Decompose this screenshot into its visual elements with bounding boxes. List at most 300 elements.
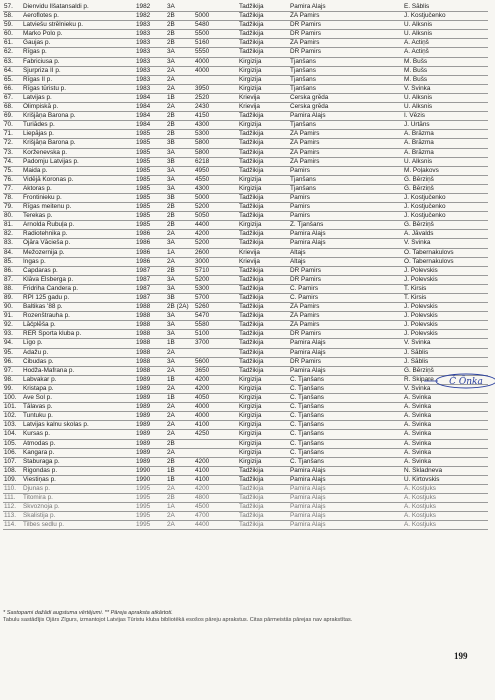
range-cell: Pamira Alajs xyxy=(289,484,346,493)
row-number-cell: 95. xyxy=(3,348,22,357)
row-number-cell: 62. xyxy=(3,48,22,57)
altitude-cell: 4200 xyxy=(194,375,238,384)
range-cell: Tjanšans xyxy=(289,84,346,93)
table-row xyxy=(3,303,488,312)
country-cell: Tadžikija xyxy=(238,484,289,493)
altitude-cell: 5200 xyxy=(194,203,238,212)
pass-name-cell: Radiotehnika p. xyxy=(22,230,135,239)
category-cell: 3A xyxy=(166,48,194,57)
pass-name-cell: Rozenštrauha p. xyxy=(22,312,135,321)
altitude-cell: 3700 xyxy=(194,339,238,348)
pass-name-cell: Līgo p. xyxy=(22,339,135,348)
altitude-cell: 4400 xyxy=(194,221,238,230)
altitude-cell xyxy=(194,3,238,12)
country-cell: Tadžikija xyxy=(238,239,289,248)
leader-cell: J. Polevskis xyxy=(403,321,488,330)
pass-name-cell: Frontinieku p. xyxy=(22,193,135,202)
altitude-cell xyxy=(194,75,238,84)
row-number-cell: 76. xyxy=(3,175,22,184)
row-number-cell: 112. xyxy=(3,503,22,512)
year-cell: 1989 xyxy=(135,403,166,412)
table-row xyxy=(3,521,488,530)
range-cell: ZA Pamirs xyxy=(289,139,346,148)
range-cell: Tjanšans xyxy=(289,57,346,66)
year-cell: 1985 xyxy=(135,212,166,221)
category-cell: 2A xyxy=(166,512,194,521)
row-number-cell: 68. xyxy=(3,103,22,112)
altitude-cell: 5200 xyxy=(194,239,238,248)
range-cell: C. Pamirs xyxy=(289,284,346,293)
leader-cell: N. Skladneva xyxy=(403,466,488,475)
leader-cell: G. Bērziņš xyxy=(403,184,488,193)
row-number-cell: 71. xyxy=(3,130,22,139)
altitude-cell: 5300 xyxy=(194,284,238,293)
altitude-cell: 4200 xyxy=(194,484,238,493)
altitude-cell: 5700 xyxy=(194,294,238,303)
table-row xyxy=(3,457,488,466)
country-cell: Kirgizija xyxy=(238,448,289,457)
pass-name-cell: Latviešu strēlnieku p. xyxy=(22,21,135,30)
table-row xyxy=(3,239,488,248)
pass-name-cell: Ādažu p. xyxy=(22,348,135,357)
altitude-cell: 5200 xyxy=(194,275,238,284)
row-number-cell: 87. xyxy=(3,275,22,284)
group-cell xyxy=(346,512,403,521)
range-cell: Z. Tjanšans xyxy=(289,221,346,230)
category-cell: 3A xyxy=(166,175,194,184)
altitude-cell: 5000 xyxy=(194,12,238,21)
row-number-cell: 59. xyxy=(3,21,22,30)
range-cell: Tjanšans xyxy=(289,66,346,75)
country-cell: Kirgizija xyxy=(238,66,289,75)
row-number-cell: 114. xyxy=(3,521,22,530)
pass-name-cell: Fabriciusa p. xyxy=(22,57,135,66)
group-cell xyxy=(346,348,403,357)
leader-cell: T. Kirsis xyxy=(403,294,488,303)
range-cell: C. Tjanšans xyxy=(289,439,346,448)
year-cell: 1989 xyxy=(135,412,166,421)
pass-name-cell: Fridriha Candera p. xyxy=(22,284,135,293)
country-cell: Kirgizija xyxy=(238,121,289,130)
altitude-cell: 4100 xyxy=(194,466,238,475)
leader-cell: V. Švinka xyxy=(403,84,488,93)
group-cell xyxy=(346,312,403,321)
category-cell: 2A xyxy=(166,412,194,421)
mountain-pass-table xyxy=(3,3,488,530)
year-cell: 1989 xyxy=(135,448,166,457)
row-number-cell: 91. xyxy=(3,312,22,321)
table-row xyxy=(3,412,488,421)
country-cell: Tadžikija xyxy=(238,275,289,284)
altitude-cell: 5800 xyxy=(194,148,238,157)
row-number-cell: 72. xyxy=(3,139,22,148)
leader-cell: A. Švinka xyxy=(403,403,488,412)
year-cell: 1988 xyxy=(135,330,166,339)
range-cell: Pamirs xyxy=(289,166,346,175)
table-row xyxy=(3,439,488,448)
group-cell xyxy=(346,330,403,339)
range-cell: Čerska grēda xyxy=(289,93,346,102)
leader-cell: V. Švinka xyxy=(403,384,488,393)
year-cell: 1989 xyxy=(135,457,166,466)
group-cell xyxy=(346,112,403,121)
table-row xyxy=(3,348,488,357)
leader-cell: A. Švinka xyxy=(403,394,488,403)
table-row xyxy=(3,121,488,130)
group-cell xyxy=(346,166,403,175)
leader-cell: J. Kostjučenko xyxy=(403,193,488,202)
year-cell: 1995 xyxy=(135,521,166,530)
category-cell: 3A xyxy=(166,57,194,66)
row-number-cell: 67. xyxy=(3,93,22,102)
pass-name-cell: Tālavas p. xyxy=(22,403,135,412)
year-cell: 1985 xyxy=(135,166,166,175)
group-cell xyxy=(346,93,403,102)
leader-cell: J. Urtāns xyxy=(403,121,488,130)
range-cell: Tjanšans xyxy=(289,175,346,184)
leader-cell: J. Kostjučenko xyxy=(403,12,488,21)
leader-cell: V. Švinka xyxy=(403,239,488,248)
pass-name-cell: Viestiņas p. xyxy=(22,475,135,484)
year-cell: 1985 xyxy=(135,203,166,212)
altitude-cell: 5800 xyxy=(194,139,238,148)
range-cell: DR Pamirs xyxy=(289,30,346,39)
row-number-cell: 58. xyxy=(3,12,22,21)
row-number-cell: 84. xyxy=(3,248,22,257)
country-cell: Tadžikija xyxy=(238,193,289,202)
row-number-cell: 103. xyxy=(3,421,22,430)
footnotes xyxy=(3,610,483,624)
table-row xyxy=(3,112,488,121)
leader-cell: O. Tabernakulovs xyxy=(403,257,488,266)
category-cell: 2A xyxy=(166,66,194,75)
country-cell: Tadžikija xyxy=(238,130,289,139)
pass-name-cell: Olimpiskā p. xyxy=(22,103,135,112)
country-cell: Tadžikija xyxy=(238,475,289,484)
table-row xyxy=(3,257,488,266)
range-cell: Pamirs xyxy=(289,193,346,202)
category-cell: 1B xyxy=(166,466,194,475)
pass-name-cell: Kristapa p. xyxy=(22,384,135,393)
group-cell xyxy=(346,466,403,475)
country-cell: Tadžikija xyxy=(238,339,289,348)
pass-name-cell: Latvijas kalnu skolas p. xyxy=(22,421,135,430)
altitude-cell xyxy=(194,448,238,457)
group-cell xyxy=(346,48,403,57)
category-cell: 1A xyxy=(166,248,194,257)
category-cell: 2B xyxy=(166,12,194,21)
pass-name-cell: Klāva Elsberga p. xyxy=(22,275,135,284)
country-cell: Tadžikija xyxy=(238,303,289,312)
row-number-cell: 98. xyxy=(3,375,22,384)
table-row xyxy=(3,21,488,30)
altitude-cell: 4500 xyxy=(194,503,238,512)
altitude-cell: 3000 xyxy=(194,257,238,266)
year-cell: 1985 xyxy=(135,130,166,139)
range-cell: Pamira Alajs xyxy=(289,366,346,375)
table-row xyxy=(3,421,488,430)
range-cell: Pamira Alajs xyxy=(289,230,346,239)
altitude-cell: 2600 xyxy=(194,248,238,257)
row-number-cell: 73. xyxy=(3,148,22,157)
altitude-cell: 5300 xyxy=(194,130,238,139)
year-cell: 1987 xyxy=(135,294,166,303)
country-cell: Kirgizija xyxy=(238,430,289,439)
year-cell: 1995 xyxy=(135,512,166,521)
group-cell xyxy=(346,239,403,248)
year-cell: 1985 xyxy=(135,148,166,157)
row-number-cell: 88. xyxy=(3,284,22,293)
altitude-cell: 3650 xyxy=(194,366,238,375)
year-cell: 1995 xyxy=(135,484,166,493)
year-cell: 1988 xyxy=(135,357,166,366)
row-number-cell: 101. xyxy=(3,403,22,412)
category-cell: 2B xyxy=(166,221,194,230)
range-cell: C. Tjanšans xyxy=(289,421,346,430)
category-cell: 2A xyxy=(166,366,194,375)
pass-name-cell: RPI 125 gadu p. xyxy=(22,294,135,303)
table-row xyxy=(3,103,488,112)
altitude-cell: 4550 xyxy=(194,175,238,184)
group-cell xyxy=(346,257,403,266)
country-cell: Tadžikija xyxy=(238,30,289,39)
pass-name-cell: Baltikas '88 p. xyxy=(22,303,135,312)
row-number-cell: 90. xyxy=(3,303,22,312)
leader-cell: A. Brāzma xyxy=(403,148,488,157)
altitude-cell: 5000 xyxy=(194,193,238,202)
category-cell: 2A xyxy=(166,521,194,530)
range-cell: C. Tjanšans xyxy=(289,448,346,457)
category-cell: 2A xyxy=(166,257,194,266)
range-cell: Pamira Alajs xyxy=(289,348,346,357)
table-row xyxy=(3,93,488,102)
row-number-cell: 86. xyxy=(3,266,22,275)
range-cell: ZA Pamirs xyxy=(289,321,346,330)
year-cell: 1987 xyxy=(135,266,166,275)
table-row xyxy=(3,448,488,457)
pass-name-cell: Titomira p. xyxy=(22,494,135,503)
category-cell: 3B xyxy=(166,193,194,202)
year-cell: 1990 xyxy=(135,475,166,484)
group-cell xyxy=(346,39,403,48)
range-cell: C. Tjanšans xyxy=(289,403,346,412)
country-cell: Tadžikija xyxy=(238,3,289,12)
category-cell: 2B xyxy=(166,30,194,39)
group-cell xyxy=(346,157,403,166)
altitude-cell xyxy=(194,348,238,357)
pass-name-cell: Tilbes sedlu p. xyxy=(22,521,135,530)
pass-name-cell: Ingas p. xyxy=(22,257,135,266)
group-cell xyxy=(346,66,403,75)
category-cell: 2B xyxy=(166,121,194,130)
group-cell xyxy=(346,266,403,275)
group-cell xyxy=(346,494,403,503)
leader-cell: G. Bērziņš xyxy=(403,175,488,184)
range-cell: C. Tjanšans xyxy=(289,430,346,439)
range-cell: Pamira Alajs xyxy=(289,466,346,475)
row-number-cell: 69. xyxy=(3,112,22,121)
group-cell xyxy=(346,475,403,484)
row-number-cell: 78. xyxy=(3,193,22,202)
row-number-cell: 77. xyxy=(3,184,22,193)
handwritten-annotation xyxy=(424,373,495,389)
footnote-source: Tabulu sastādījis Ojārs Zīgurs, izmantojot Latvijas Tūristu kluba bibliotēkā esošos pāreju aprakstus. Citas pārmeistās pārejas nav aprakstītas. xyxy=(3,617,353,623)
range-cell: Pamira Alajs xyxy=(289,521,346,530)
pass-name-cell: Latvijas p. xyxy=(22,93,135,102)
group-cell xyxy=(346,57,403,66)
country-cell: Tadžikija xyxy=(238,148,289,157)
table-row xyxy=(3,30,488,39)
country-cell: Tadžikija xyxy=(238,39,289,48)
country-cell: Tadžikija xyxy=(238,312,289,321)
group-cell xyxy=(346,421,403,430)
group-cell xyxy=(346,412,403,421)
table-row xyxy=(3,430,488,439)
group-cell xyxy=(346,103,403,112)
range-cell: ZA Pamirs xyxy=(289,303,346,312)
leader-cell: A. Kostjuks xyxy=(403,484,488,493)
range-cell: C. Tjanšans xyxy=(289,394,346,403)
leader-cell: A. Švinka xyxy=(403,412,488,421)
row-number-cell: 109. xyxy=(3,475,22,484)
range-cell: Tjanšans xyxy=(289,121,346,130)
table-row xyxy=(3,66,488,75)
leader-cell: V. Švinka xyxy=(403,339,488,348)
category-cell: 3B xyxy=(166,294,194,303)
table-row xyxy=(3,39,488,48)
range-cell: Pamira Alajs xyxy=(289,503,346,512)
table-row xyxy=(3,84,488,93)
leader-cell: A. Kostjuks xyxy=(403,503,488,512)
leader-cell: U. Kirtovskis xyxy=(403,475,488,484)
table-row xyxy=(3,484,488,493)
category-cell: 3A xyxy=(166,184,194,193)
year-cell: 1984 xyxy=(135,121,166,130)
row-number-cell: 106. xyxy=(3,448,22,457)
leader-cell: G. Bērziņš xyxy=(403,221,488,230)
category-cell: 2B xyxy=(166,457,194,466)
altitude-cell: 5600 xyxy=(194,357,238,366)
altitude-cell: 4000 xyxy=(194,403,238,412)
year-cell: 1988 xyxy=(135,348,166,357)
leader-cell: A. Švinka xyxy=(403,457,488,466)
category-cell: 2A xyxy=(166,484,194,493)
pass-name-cell: Čapdaras p. xyxy=(22,266,135,275)
year-cell: 1989 xyxy=(135,375,166,384)
table-row xyxy=(3,248,488,257)
year-cell: 1988 xyxy=(135,366,166,375)
altitude-cell: 6218 xyxy=(194,157,238,166)
year-cell: 1983 xyxy=(135,57,166,66)
pass-name-cell: Vidējā Koronas p. xyxy=(22,175,135,184)
range-cell: Tjanšans xyxy=(289,184,346,193)
category-cell: 2B xyxy=(166,39,194,48)
altitude-cell: 5500 xyxy=(194,30,238,39)
altitude-cell: 4050 xyxy=(194,394,238,403)
country-cell: Kirgizija xyxy=(238,394,289,403)
table-row xyxy=(3,312,488,321)
leader-cell: A. Actiņš xyxy=(403,39,488,48)
group-cell xyxy=(346,303,403,312)
altitude-cell: 4950 xyxy=(194,166,238,175)
leader-cell: M. Bušs xyxy=(403,66,488,75)
altitude-cell: 2430 xyxy=(194,103,238,112)
leader-cell: J. Polevskis xyxy=(403,266,488,275)
row-number-cell: 61. xyxy=(3,39,22,48)
leader-cell: A. Švinka xyxy=(403,448,488,457)
table-row xyxy=(3,175,488,184)
year-cell: 1986 xyxy=(135,257,166,266)
year-cell: 1983 xyxy=(135,84,166,93)
country-cell: Kirgizija xyxy=(238,75,289,84)
range-cell: Altajs xyxy=(289,257,346,266)
pass-name-cell: Rīgas meitenu p. xyxy=(22,203,135,212)
group-cell xyxy=(346,148,403,157)
row-number-cell: 75. xyxy=(3,166,22,175)
category-cell: 3B xyxy=(166,157,194,166)
range-cell: DR Pamirs xyxy=(289,48,346,57)
pass-name-cell: Aktoras p. xyxy=(22,184,135,193)
country-cell: Tadžikija xyxy=(238,494,289,503)
year-cell: 1982 xyxy=(135,3,166,12)
leader-cell: T. Kirsis xyxy=(403,284,488,293)
pass-name-cell: Turiādes p. xyxy=(22,121,135,130)
group-cell xyxy=(346,184,403,193)
category-cell: 2B xyxy=(166,203,194,212)
category-cell: 1B xyxy=(166,375,194,384)
handwritten-note-text: Č Ōnka xyxy=(449,377,483,387)
country-cell: Kirgizija xyxy=(238,457,289,466)
category-cell: 3A xyxy=(166,312,194,321)
category-cell: 2B xyxy=(166,439,194,448)
altitude-cell: 5100 xyxy=(194,330,238,339)
row-number-cell: 110. xyxy=(3,484,22,493)
country-cell: Kirgizija xyxy=(238,375,289,384)
category-cell: 1B xyxy=(166,394,194,403)
year-cell: 1984 xyxy=(135,112,166,121)
year-cell: 1986 xyxy=(135,239,166,248)
pass-name-cell: Djunas p. xyxy=(22,484,135,493)
year-cell: 1989 xyxy=(135,430,166,439)
range-cell: DR Pamirs xyxy=(289,21,346,30)
category-cell: 3A xyxy=(166,357,194,366)
range-cell: Pamira Alajs xyxy=(289,512,346,521)
group-cell xyxy=(346,503,403,512)
table-row xyxy=(3,275,488,284)
leader-cell: A. Brāzma xyxy=(403,139,488,148)
year-cell: 1988 xyxy=(135,303,166,312)
category-cell: 2A xyxy=(166,384,194,393)
year-cell: 1985 xyxy=(135,193,166,202)
year-cell: 1982 xyxy=(135,12,166,21)
leader-cell: A. Švinka xyxy=(403,421,488,430)
year-cell: 1984 xyxy=(135,93,166,102)
pass-name-cell: Arnolda Rubuļa p. xyxy=(22,221,135,230)
row-number-cell: 93. xyxy=(3,330,22,339)
row-number-cell: 81. xyxy=(3,221,22,230)
country-cell: Tadžikija xyxy=(238,284,289,293)
pass-name-cell: Gaujas p. xyxy=(22,39,135,48)
year-cell: 1983 xyxy=(135,75,166,84)
category-cell: 3B xyxy=(166,139,194,148)
country-cell: Tadžikija xyxy=(238,357,289,366)
table-row xyxy=(3,75,488,84)
altitude-cell: 4000 xyxy=(194,66,238,75)
table-row xyxy=(3,366,488,375)
leader-cell: E. Šāblis xyxy=(403,3,488,12)
row-number-cell: 74. xyxy=(3,157,22,166)
year-cell: 1986 xyxy=(135,248,166,257)
